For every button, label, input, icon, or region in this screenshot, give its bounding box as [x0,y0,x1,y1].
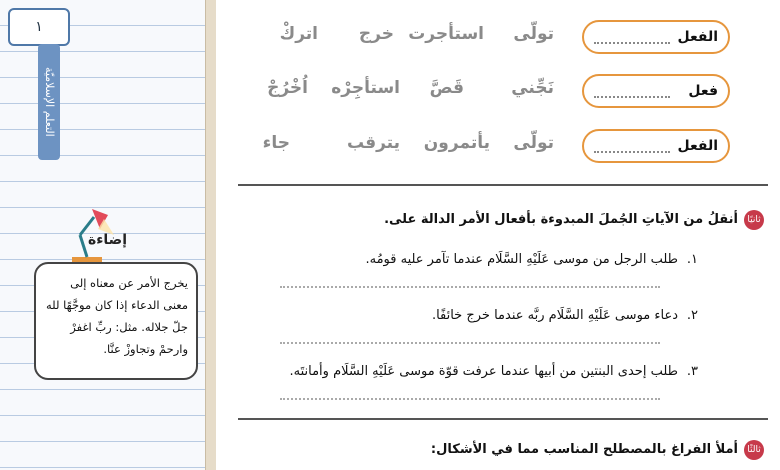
answer-blank [594,96,670,98]
verb-word: قَصَّ [429,78,464,98]
subject-tab [38,44,60,160]
verb-row [220,127,780,167]
question-text: أنقلُ من الآياتِ الجُملَ المبدوءة بأفعال الأمر الدالة على. [384,212,738,227]
label-pill[interactable] [582,129,730,163]
verb-word: اتركْ [279,24,318,44]
pill-label: الفعل [677,29,718,45]
pill-label: فعل [688,83,718,99]
question-badge: ثالثًا [744,440,764,460]
verb-word: تولّى [513,133,554,153]
page-number-box [8,8,70,46]
answer-blank [594,151,670,153]
illumination-text: يخرج الأمر عن معناه إلى معنى الدعاء إذا كان موجَّهًا لله جلّ جلاله. مثل: ربِّ اغفرْ وارحمْ وتجاوزْ عنَّا. [46,276,188,356]
label-pill[interactable] [582,20,730,54]
verb-word: استأجرت [408,24,484,44]
illumination-title: إضاءة [88,232,128,248]
item-text: طلب الرجل من موسى عَلَيْهِ السَّلَام عندما تآمر عليه قومُه. [365,252,678,267]
page-number: ١ [35,19,43,35]
verb-row [220,72,780,112]
answer-blank [594,42,670,44]
verb-word: نَجِّني [511,78,554,98]
answer-line[interactable] [280,398,660,400]
item-text: طلب إحدى البنتين من أبيها عندما عرفت قوّة موسى عَلَيْهِ السَّلَام وأمانتَه. [289,364,678,379]
answer-line[interactable] [280,342,660,344]
verb-word: يترقب [346,133,400,153]
verb-word: جاء [262,133,290,153]
section-divider [238,184,768,186]
item-number: ٢. [686,308,698,323]
pill-label: الفعل [677,138,718,154]
subject-label: التعلم الإسلاميّة [43,67,56,137]
verb-word: استأجِرْه [331,78,400,98]
verb-word: اُخْرُجْ [267,78,308,98]
answer-line[interactable] [280,286,660,288]
illumination-box [34,262,198,380]
item-text: دعاء موسى عَلَيْهِ السَّلَام ربَّه عندما خرج خائفًا. [431,308,678,323]
question-text: أملأ الفراغ بالمصطلح المناسب مما في الأشكال: [430,442,738,457]
page-binding [205,0,216,470]
label-pill[interactable] [582,74,730,108]
question-badge: ثانيًا [744,210,764,230]
verb-word: يأتمرون [423,133,490,153]
item-number: ١. [686,252,698,267]
verb-word: تولّى [513,24,554,44]
section-divider [238,418,768,420]
verb-row [220,18,780,58]
item-number: ٣. [686,364,698,379]
verb-word: خرج [358,24,394,44]
